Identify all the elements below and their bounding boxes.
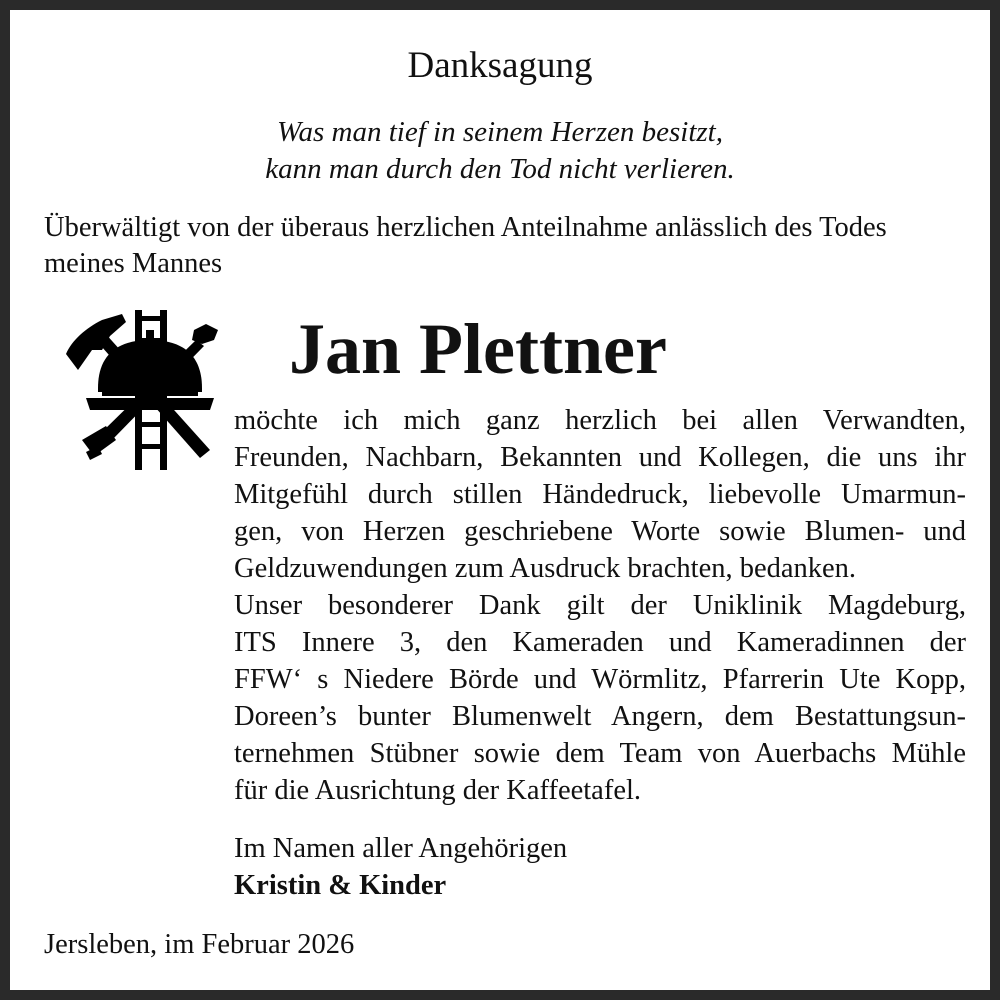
body-line: Mitgefühl durch stillen Händedruck, liebevolle Umarmun- [234, 479, 966, 510]
body-line: Unser besonderer Dank gilt der Uniklinik Magdeburg, [234, 590, 966, 621]
body-line: gen, von Herzen geschriebene Worte sowie Blumen- und [234, 516, 966, 547]
signoff [234, 830, 567, 904]
thanks-body [234, 402, 966, 809]
body-line: für die Ausrichtung der Kaffeetafel. [234, 775, 642, 806]
intro-line: meines Mannes [44, 248, 223, 279]
body-line: ITS Innere 3, den Kameraden und Kameradinnen der [234, 627, 966, 658]
quote-line: kann man durch den Tod nicht verlieren. [265, 153, 735, 185]
body-line: Geldzuwendungen zum Ausdruck brachten, bedanken. [234, 553, 857, 584]
notice-heading: Danksagung [407, 45, 593, 86]
intro-line: Überwältigt von der überaus herzlichen Anteilnahme anlässlich des Todes [44, 212, 887, 243]
body-line: ternehmen Stübner sowie dem Team von Auerbachs Mühle [234, 738, 966, 769]
body-line: Doreen’s bunter Blumenwelt Angern, dem Bestattungsun- [234, 701, 966, 732]
deceased-name: Jan Plettner [289, 309, 667, 389]
signoff-line: Im Namen aller Angehörigen [234, 833, 568, 864]
body-line: Freunden, Nachbarn, Bekannten und Kollegen, die uns ihr [234, 442, 966, 473]
signoff-names: Kristin & Kinder [234, 870, 447, 901]
firefighter-emblem-icon [42, 300, 224, 475]
quote-line: Was man tief in seinem Herzen besitzt, [277, 116, 723, 148]
body-line: möchte ich mich ganz herzlich bei allen Verwandten, [234, 405, 966, 436]
place-date: Jersleben, im Februar 2026 [44, 929, 355, 960]
intro-text [44, 210, 964, 282]
body-line: FFW‘ s Niedere Börde und Wörmlitz, Pfarrerin Ute Kopp, [234, 664, 966, 695]
memorial-quote [10, 114, 990, 188]
